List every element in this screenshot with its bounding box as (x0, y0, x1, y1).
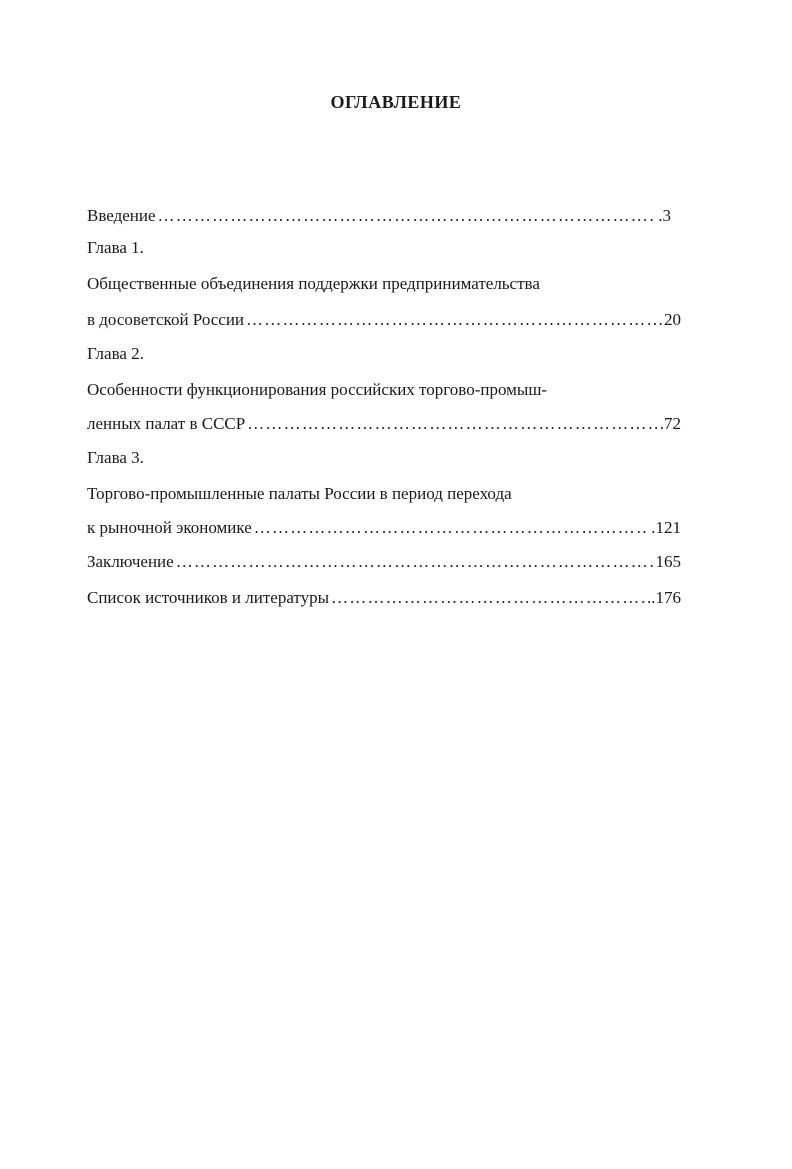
toc-chapter-2-heading: Глава 2. (87, 344, 144, 363)
toc-entry-chapter-1 (87, 304, 681, 336)
toc-entry-chapter-2 (87, 408, 681, 440)
dot-leader (254, 512, 649, 544)
dot-leader (158, 200, 657, 232)
toc-chapter-3-heading: Глава 3. (87, 448, 144, 467)
toc-page-number: 20 (664, 310, 681, 329)
dot-leader (246, 304, 662, 336)
toc-entry-label: Заключение (87, 552, 174, 571)
toc-entry-label: ленных палат в СССР (87, 414, 246, 433)
page-title: ОГЛАВЛЕНИЕ (330, 92, 462, 112)
toc-page-number: .121 (651, 518, 681, 537)
toc-page-number: ..176 (647, 588, 681, 607)
toc-page-number: .72 (659, 414, 681, 433)
toc-entry-label: в досоветской России (87, 310, 245, 329)
dot-leader (331, 582, 645, 614)
toc-chapter-3-title: Торгово-промышленные палаты России в период перехода (87, 484, 512, 503)
toc-entry-bibliography (87, 582, 681, 614)
toc-page-number: 165 (655, 552, 681, 571)
toc-page-number: .3 (658, 206, 671, 225)
toc-chapter-1-heading: Глава 1. (87, 238, 144, 257)
toc-entry-label: Введение (87, 206, 156, 225)
toc-entry-introduction (87, 200, 671, 232)
toc-entry-label: к рыночной экономике (87, 518, 252, 537)
toc-entry-label: Список источников и литературы (87, 588, 330, 607)
dot-leader (247, 408, 658, 440)
toc-entry-conclusion (87, 546, 681, 578)
toc-chapter-2-title: Особенности функционирования российских торгово-промыш- (87, 380, 548, 399)
toc-chapter-1-title: Общественные объединения поддержки предпринимательства (87, 274, 540, 293)
toc-entry-chapter-3 (87, 512, 681, 544)
dot-leader (176, 546, 654, 578)
